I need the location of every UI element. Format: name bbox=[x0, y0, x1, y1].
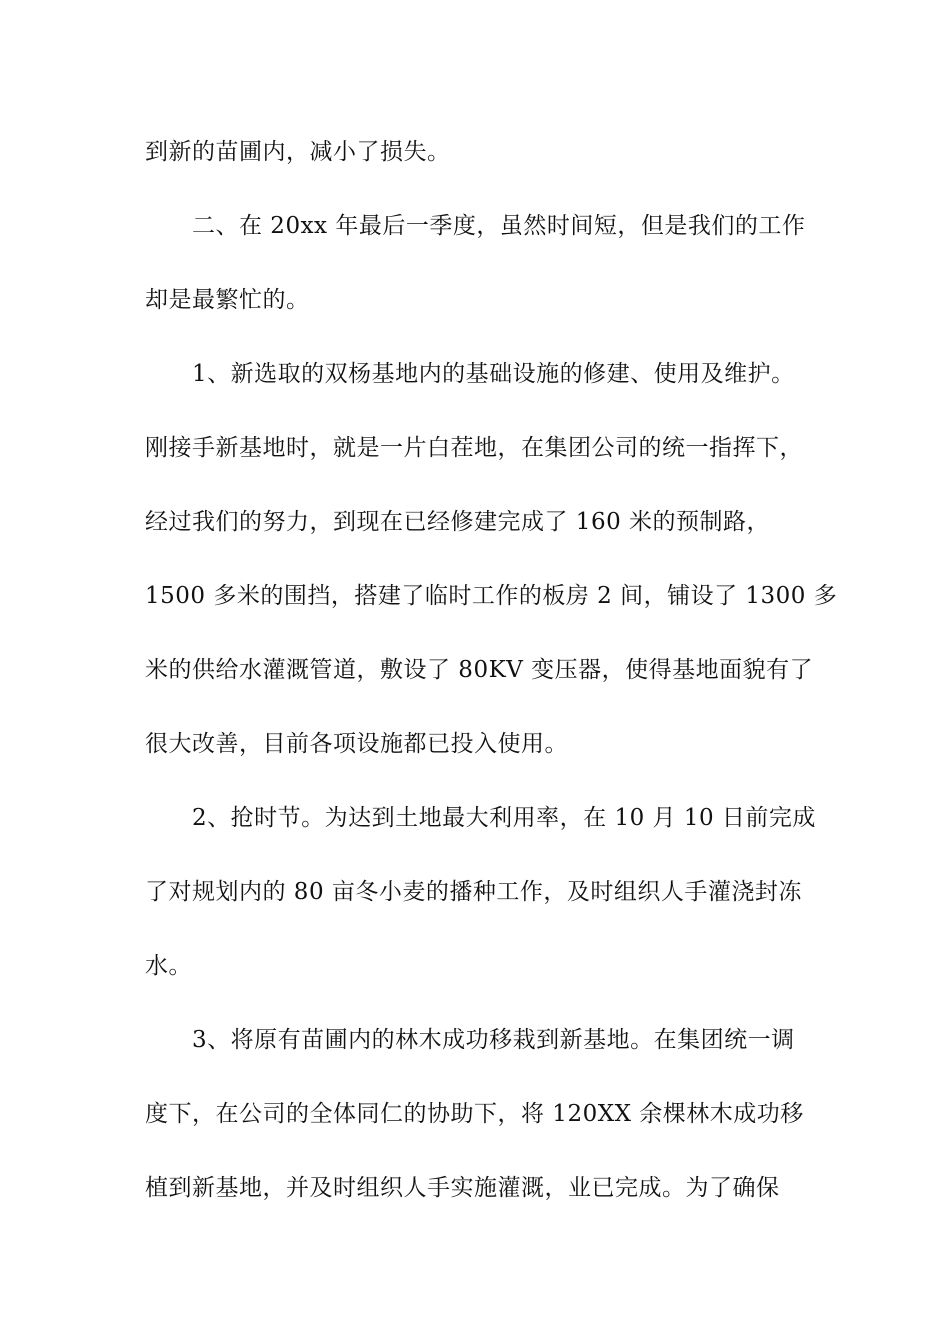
list-item-heading: 3、将原有苗圃内的林木成功移栽到新基地。在集团统一调 bbox=[192, 1027, 795, 1053]
text-line: 经过我们的努力，到现在已经修建完成了 160 米的预制路， bbox=[145, 509, 771, 535]
text-line: 很大改善，目前各项设施都已投入使用。 bbox=[145, 731, 568, 757]
section-heading: 二、在 20xx 年最后一季度，虽然时间短，但是我们的工作 bbox=[192, 213, 806, 239]
list-item-heading: 2、抢时节。为达到土地最大利用率，在 10 月 10 日前完成 bbox=[192, 805, 816, 831]
text-line: 却是最繁忙的。 bbox=[145, 287, 310, 313]
text-line: 到新的苗圃内，减小了损失。 bbox=[145, 139, 451, 165]
text-line: 刚接手新基地时，就是一片白茬地，在集团公司的统一指挥下， bbox=[145, 435, 803, 461]
text-line: 了对规划内的 80 亩冬小麦的播种工作，及时组织人手灌浇封冻 bbox=[145, 879, 802, 905]
text-line: 米的供给水灌溉管道，敷设了 80KV 变压器，使得基地面貌有了 bbox=[145, 657, 814, 683]
text-line: 度下，在公司的全体同仁的协助下，将 120XX 余棵林木成功移 bbox=[145, 1101, 804, 1127]
text-line: 1500 多米的围挡，搭建了临时工作的板房 2 间，铺设了 1300 多 bbox=[145, 583, 838, 609]
text-line: 植到新基地，并及时组织人手实施灌溉，业已完成。为了确保 bbox=[145, 1175, 780, 1201]
text-line: 水。 bbox=[145, 953, 192, 979]
list-item-heading: 1、新选取的双杨基地内的基础设施的修建、使用及维护。 bbox=[192, 361, 795, 387]
